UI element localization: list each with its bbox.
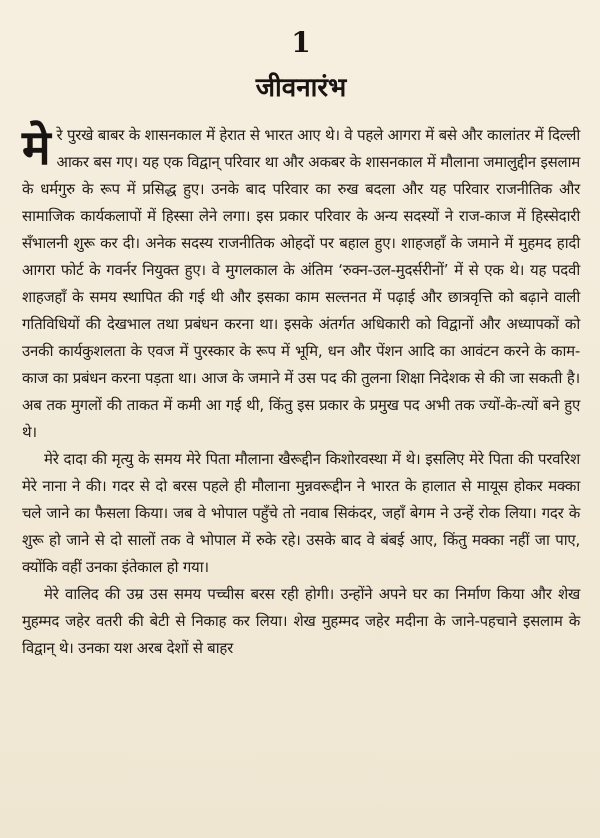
paragraph-3: मेरे वालिद की उम्र उस समय पच्चीस बरस रही होगी। उन्होंने अपने घर का निर्माण किया और शेख मुहम्मद जहेर वतरी की बेटी से निकाह कर लिया। शेख मुहम्मद जहेर मदीना के जाने-पहचाने इसलाम के विद्वान् थे। उनका यश अरब देशों से बाहर <box>22 585 580 657</box>
chapter-title: जीवनारंभ <box>255 73 347 103</box>
drop-cap: मे <box>22 120 51 176</box>
paragraph-2: मेरे दादा की मृत्यु के समय मेरे पिता मौलाना खैरूद्दीन किशोरवस्था में थे। इसलिए मेरे पिता की परवरिश मेरे नाना ने की। गदर से दो बरस पहले ही मौलाना मुन्नवरूद्दीन ने भारत के हालात से मायूस होकर मक्का चले जाने का फैसला किया। जब वे भोपाल पहुँचे तो नवाब सिकंदर, जहाँ बेगम ने उन्हें रोक लिया। गदर के शुरू हो जाने से दो सालों तक वे भोपाल में रुके रहे। उसके बाद वे बंबई आए, किंतु मक्का नहीं जा पाए, क्योंकि वहीं उनका इंतेकाल हो गया। <box>22 450 580 576</box>
chapter-number: 1 <box>291 26 311 59</box>
paragraph-1-text: रे पुरखे बाबर के शासनकाल में हेरात से भारत आए थे। वे पहले आगरा में बसे और कालांतर में दिल्ली आकर बस गए। यह एक विद्वान् परिवार था और अकबर के शासनकाल में मौलाना जमालुद्दीन इसलाम के धर्मगुरु के रूप में प्रसिद्ध हुए। उनके बाद परिवार का रुख बदला और यह परिवार राजनीतिक और सामाजिक कार्यकलापों में हिस्सा लेने लगा। इस प्रकार परिवार के अन्य सदस्यों ने राज-काज में हिस्सेदारी सँभालनी शुरू कर दी। अनेक सदस्य राजनीतिक ओहदों पर बहाल हुए। शाहजहाँ के जमाने में मुहमद हादी आगरा फोर्ट के गवर्नर नियुक्त हुए। वे मुगलकाल के अंतिम ‘रुक्न-उल-मुदर्सरीनों’ में से एक थे। यह पदवी शाहजहाँ के समय स्थापित की गई थी और इसका काम सल्तनत में पढ़ाई और छात्रवृत्ति को बढ़ाने वाली गतिविधियों की देखभाल तथा प्रबंधन करना था। इसके अंतर्गत अधिकारी को विद्वानों और अध्यापकों को उनकी कार्यकुशलता के एवज में पुरस्कार के रूप में भूमि, धन और पेंशन आदि का आवंटन करने के काम-काज का प्रबंधन करना पड़ता था। आज के जमाने में उस पद की तुलना शिक्षा निदेशक से की जा सकती है। अब तक मुगलों की ताकत में कमी आ गई थी, किंतु इस प्रकार के प्रमुख पद अभी तक ज्यों-के-त्यों बने हुए थे। <box>22 126 580 441</box>
paragraph-1 <box>22 122 580 446</box>
